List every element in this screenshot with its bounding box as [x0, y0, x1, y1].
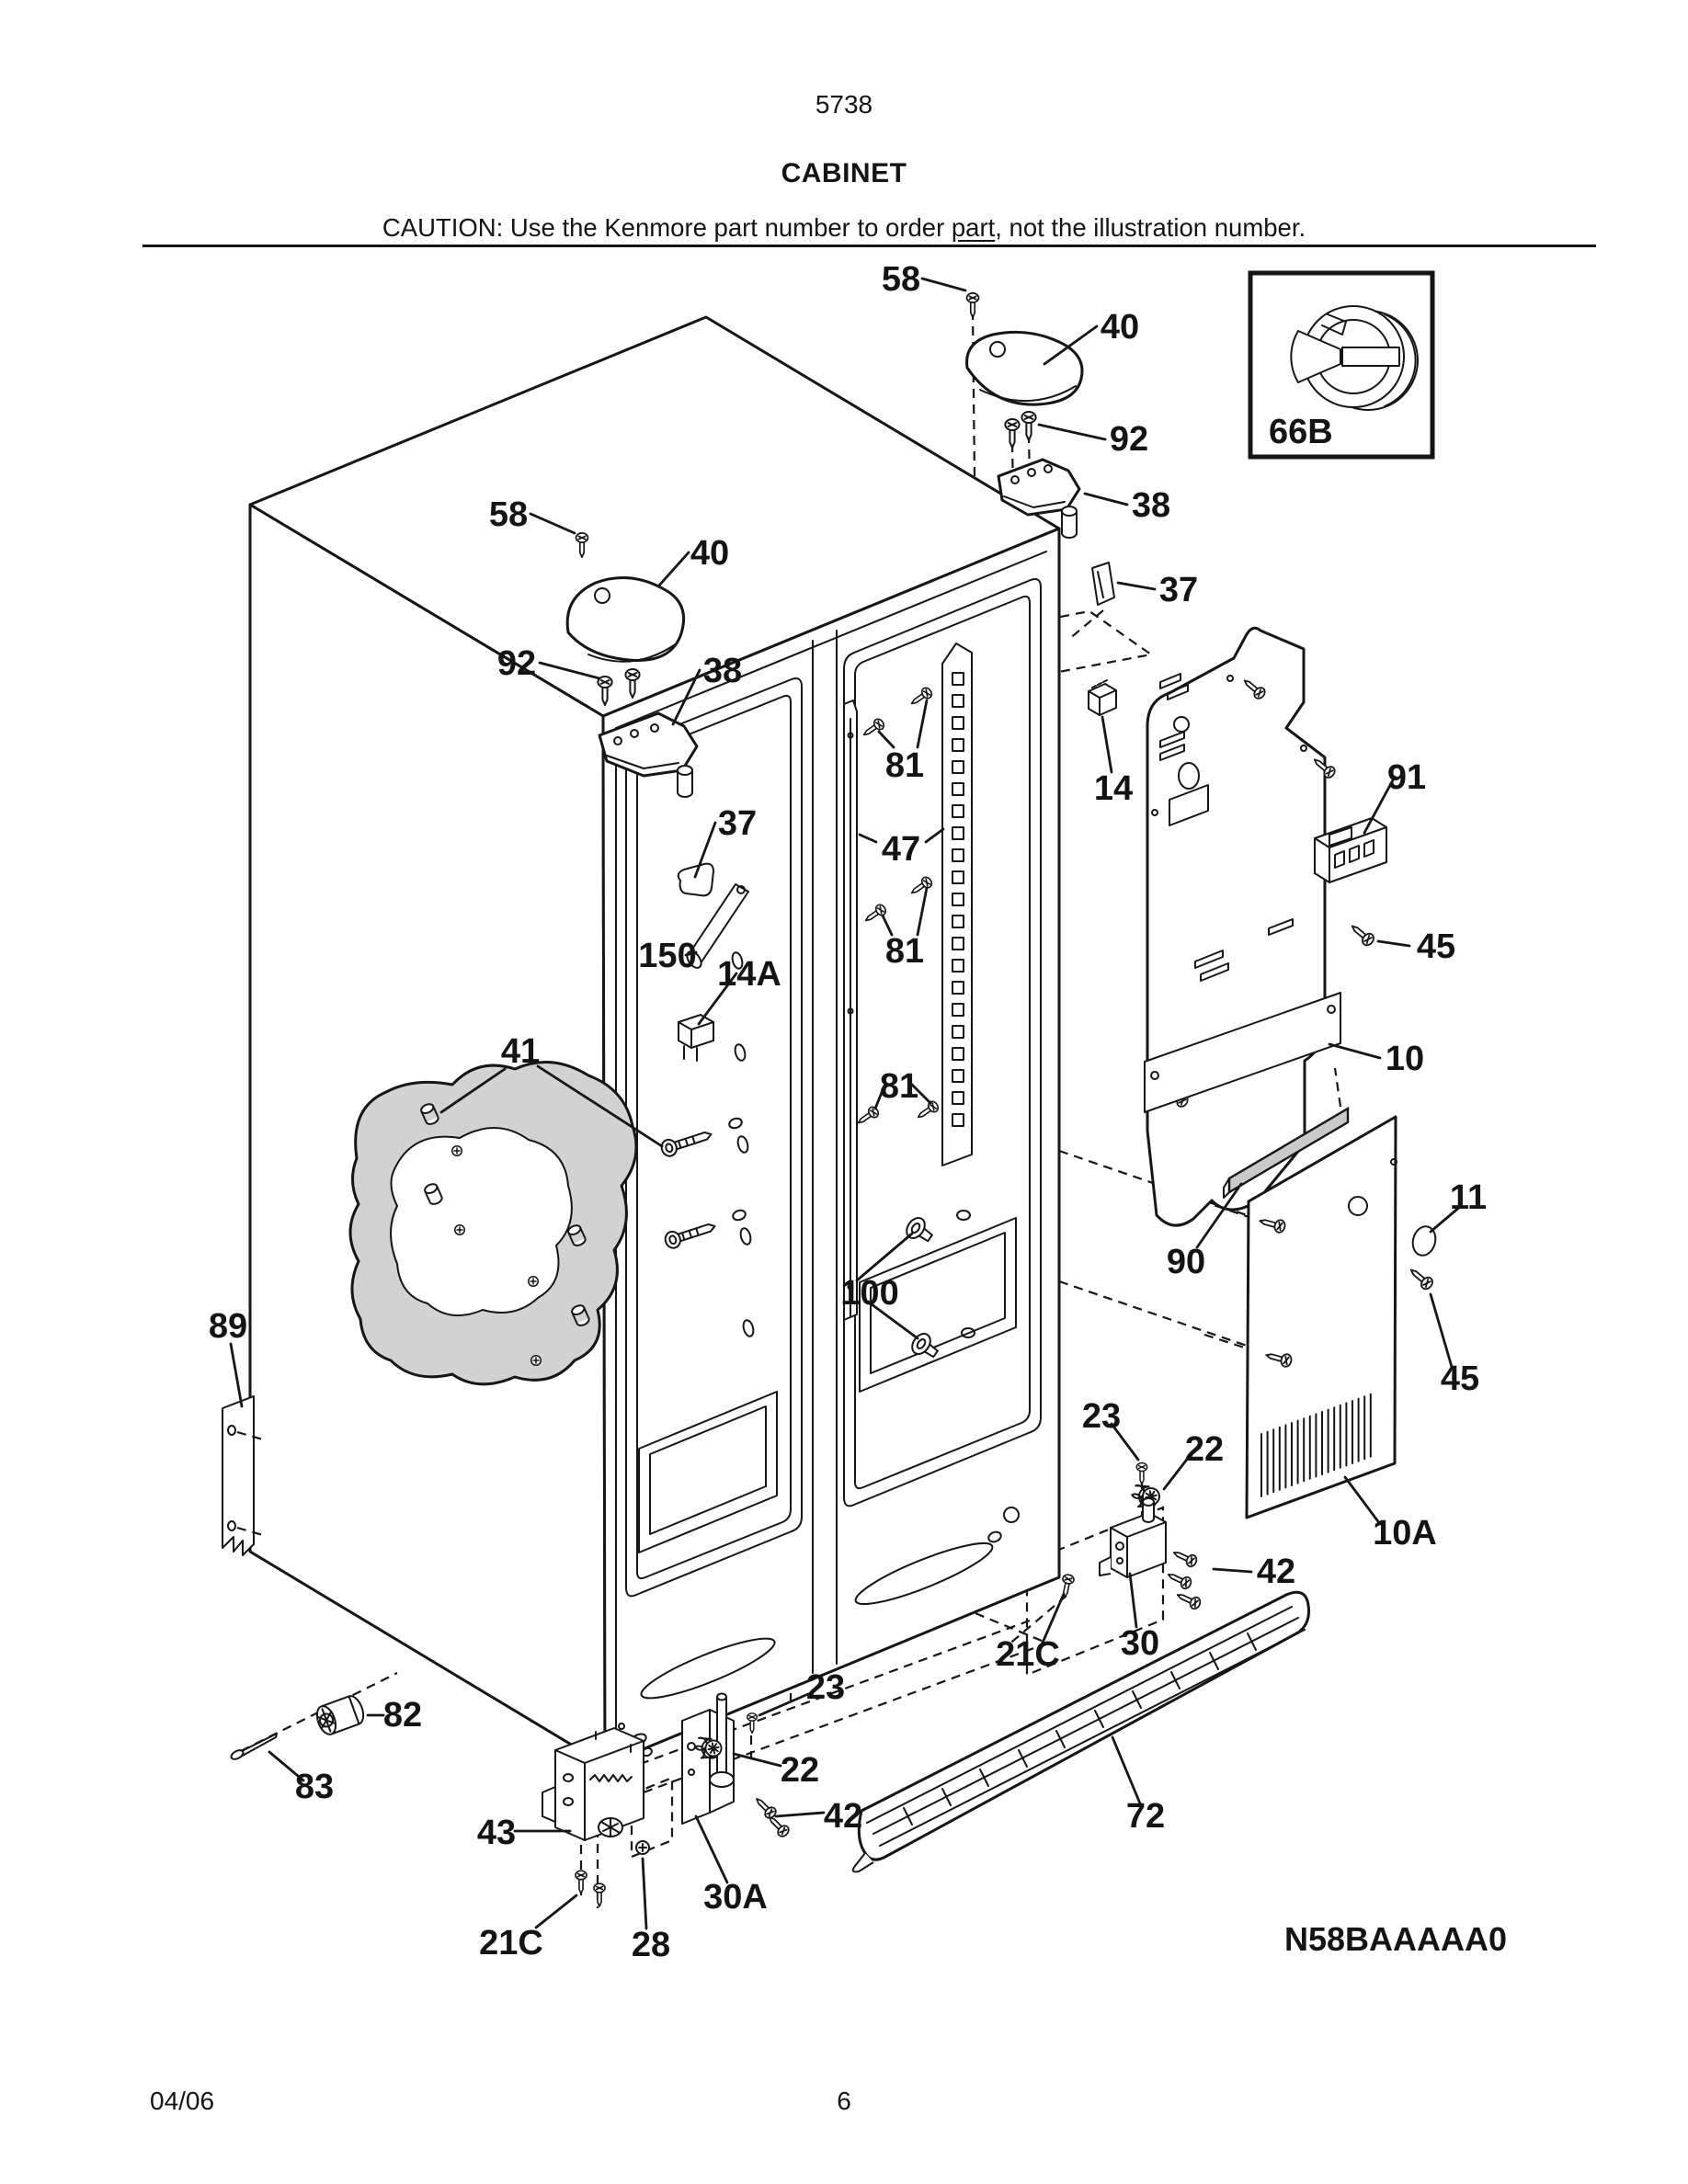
footer-page-number: 6: [837, 2087, 851, 2115]
callout-45-lower: 45: [1440, 1359, 1480, 1398]
callout-42-left: 42: [823, 1797, 863, 1836]
callout-58-top: 58: [881, 260, 921, 299]
callout-81-c: 81: [879, 1067, 919, 1106]
diagram-part-code: N58BAAAAA0: [1284, 1920, 1508, 1958]
callout-10A: 10A: [1373, 1514, 1437, 1553]
part-81-rack: [942, 643, 972, 1166]
callout-37-right: 37: [1158, 571, 1199, 609]
callout-91: 91: [1386, 758, 1427, 797]
callout-45-upper: 45: [1416, 927, 1456, 966]
part-45-screw-right: [1348, 921, 1375, 947]
callout-30A: 30A: [703, 1878, 768, 1917]
callout-92-left: 92: [496, 644, 537, 683]
callout-23-right: 23: [1081, 1397, 1122, 1436]
caution-prefix: CAUTION: Use the Kenmore part number to order: [382, 213, 952, 242]
callout-82: 82: [382, 1696, 423, 1735]
callout-150: 150: [638, 937, 697, 975]
callout-10: 10: [1385, 1040, 1425, 1078]
inset-66B-box: [1250, 273, 1432, 457]
part-10-rear-panel: [1147, 628, 1325, 1225]
callout-83: 83: [294, 1768, 335, 1806]
callout-21C-left: 21C: [479, 1924, 543, 1962]
callout-42-right: 42: [1256, 1553, 1296, 1591]
callout-38-top: 38: [1131, 486, 1171, 525]
callout-81-a: 81: [884, 746, 925, 785]
part-21C-screw-right: [1059, 1574, 1075, 1598]
part-92-screw-top-b: [1021, 412, 1035, 440]
callout-30: 30: [1120, 1624, 1160, 1663]
part-37-clip-top: [1092, 563, 1114, 605]
callout-92-top: 92: [1109, 420, 1149, 459]
callout-47: 47: [881, 830, 921, 869]
callout-22-left: 22: [780, 1751, 820, 1790]
part-30-hinge-bracket: [1100, 1498, 1166, 1577]
part-47-rail: [844, 700, 857, 1320]
part-42-screw-right-c: [1175, 1589, 1202, 1610]
doc-number: 5738: [815, 90, 873, 119]
callout-89: 89: [208, 1307, 248, 1346]
callout-22-right: 22: [1184, 1430, 1225, 1469]
callout-28: 28: [631, 1926, 671, 1964]
part-43-roller-assembly: [542, 1728, 644, 1840]
part-45-screw-lower: [1407, 1265, 1434, 1291]
part-92-screw-top-a: [1005, 419, 1019, 448]
part-14-switch: [1089, 680, 1116, 715]
callout-72: 72: [1125, 1797, 1166, 1836]
cabinet-body: [250, 317, 1059, 1765]
callout-90: 90: [1166, 1243, 1206, 1281]
part-21C-screw-left-b: [594, 1883, 605, 1906]
caution-suffix: , not the illustration number.: [995, 213, 1306, 242]
callout-11: 11: [1449, 1178, 1488, 1217]
callout-43: 43: [476, 1814, 517, 1852]
callout-21C-right: 21C: [996, 1635, 1060, 1674]
callout-100: 100: [840, 1274, 899, 1313]
callout-81-b: 81: [884, 932, 925, 971]
inset-66B-label: 66B: [1269, 413, 1333, 451]
callout-14: 14: [1093, 769, 1134, 808]
part-42-screw-left-a: [752, 1794, 778, 1820]
footer-date: 04/06: [150, 2087, 215, 2115]
part-23-screw-right: [1136, 1463, 1146, 1484]
callout-14A: 14A: [717, 955, 781, 994]
callout-40-top: 40: [1100, 308, 1140, 347]
part-58-screw-top: [967, 293, 979, 317]
callout-37-left: 37: [717, 804, 758, 843]
part-40-hinge-cover-top: [967, 332, 1082, 404]
part-42-screw-right-a: [1171, 1547, 1198, 1568]
callout-38-left: 38: [702, 652, 743, 690]
part-21C-screw-left-a: [576, 1871, 587, 1894]
part-42-screw-right-b: [1166, 1569, 1192, 1590]
callout-23-left: 23: [805, 1668, 846, 1707]
callout-58-left: 58: [488, 495, 529, 534]
page-title: CABINET: [781, 158, 907, 188]
part-28-adjuster: [636, 1841, 649, 1854]
caution-underlined-word: part: [951, 213, 996, 242]
part-83-pin: [230, 1734, 277, 1761]
part-82-roller: [314, 1693, 367, 1736]
callout-40-left: 40: [690, 534, 730, 573]
callout-41: 41: [500, 1032, 541, 1071]
